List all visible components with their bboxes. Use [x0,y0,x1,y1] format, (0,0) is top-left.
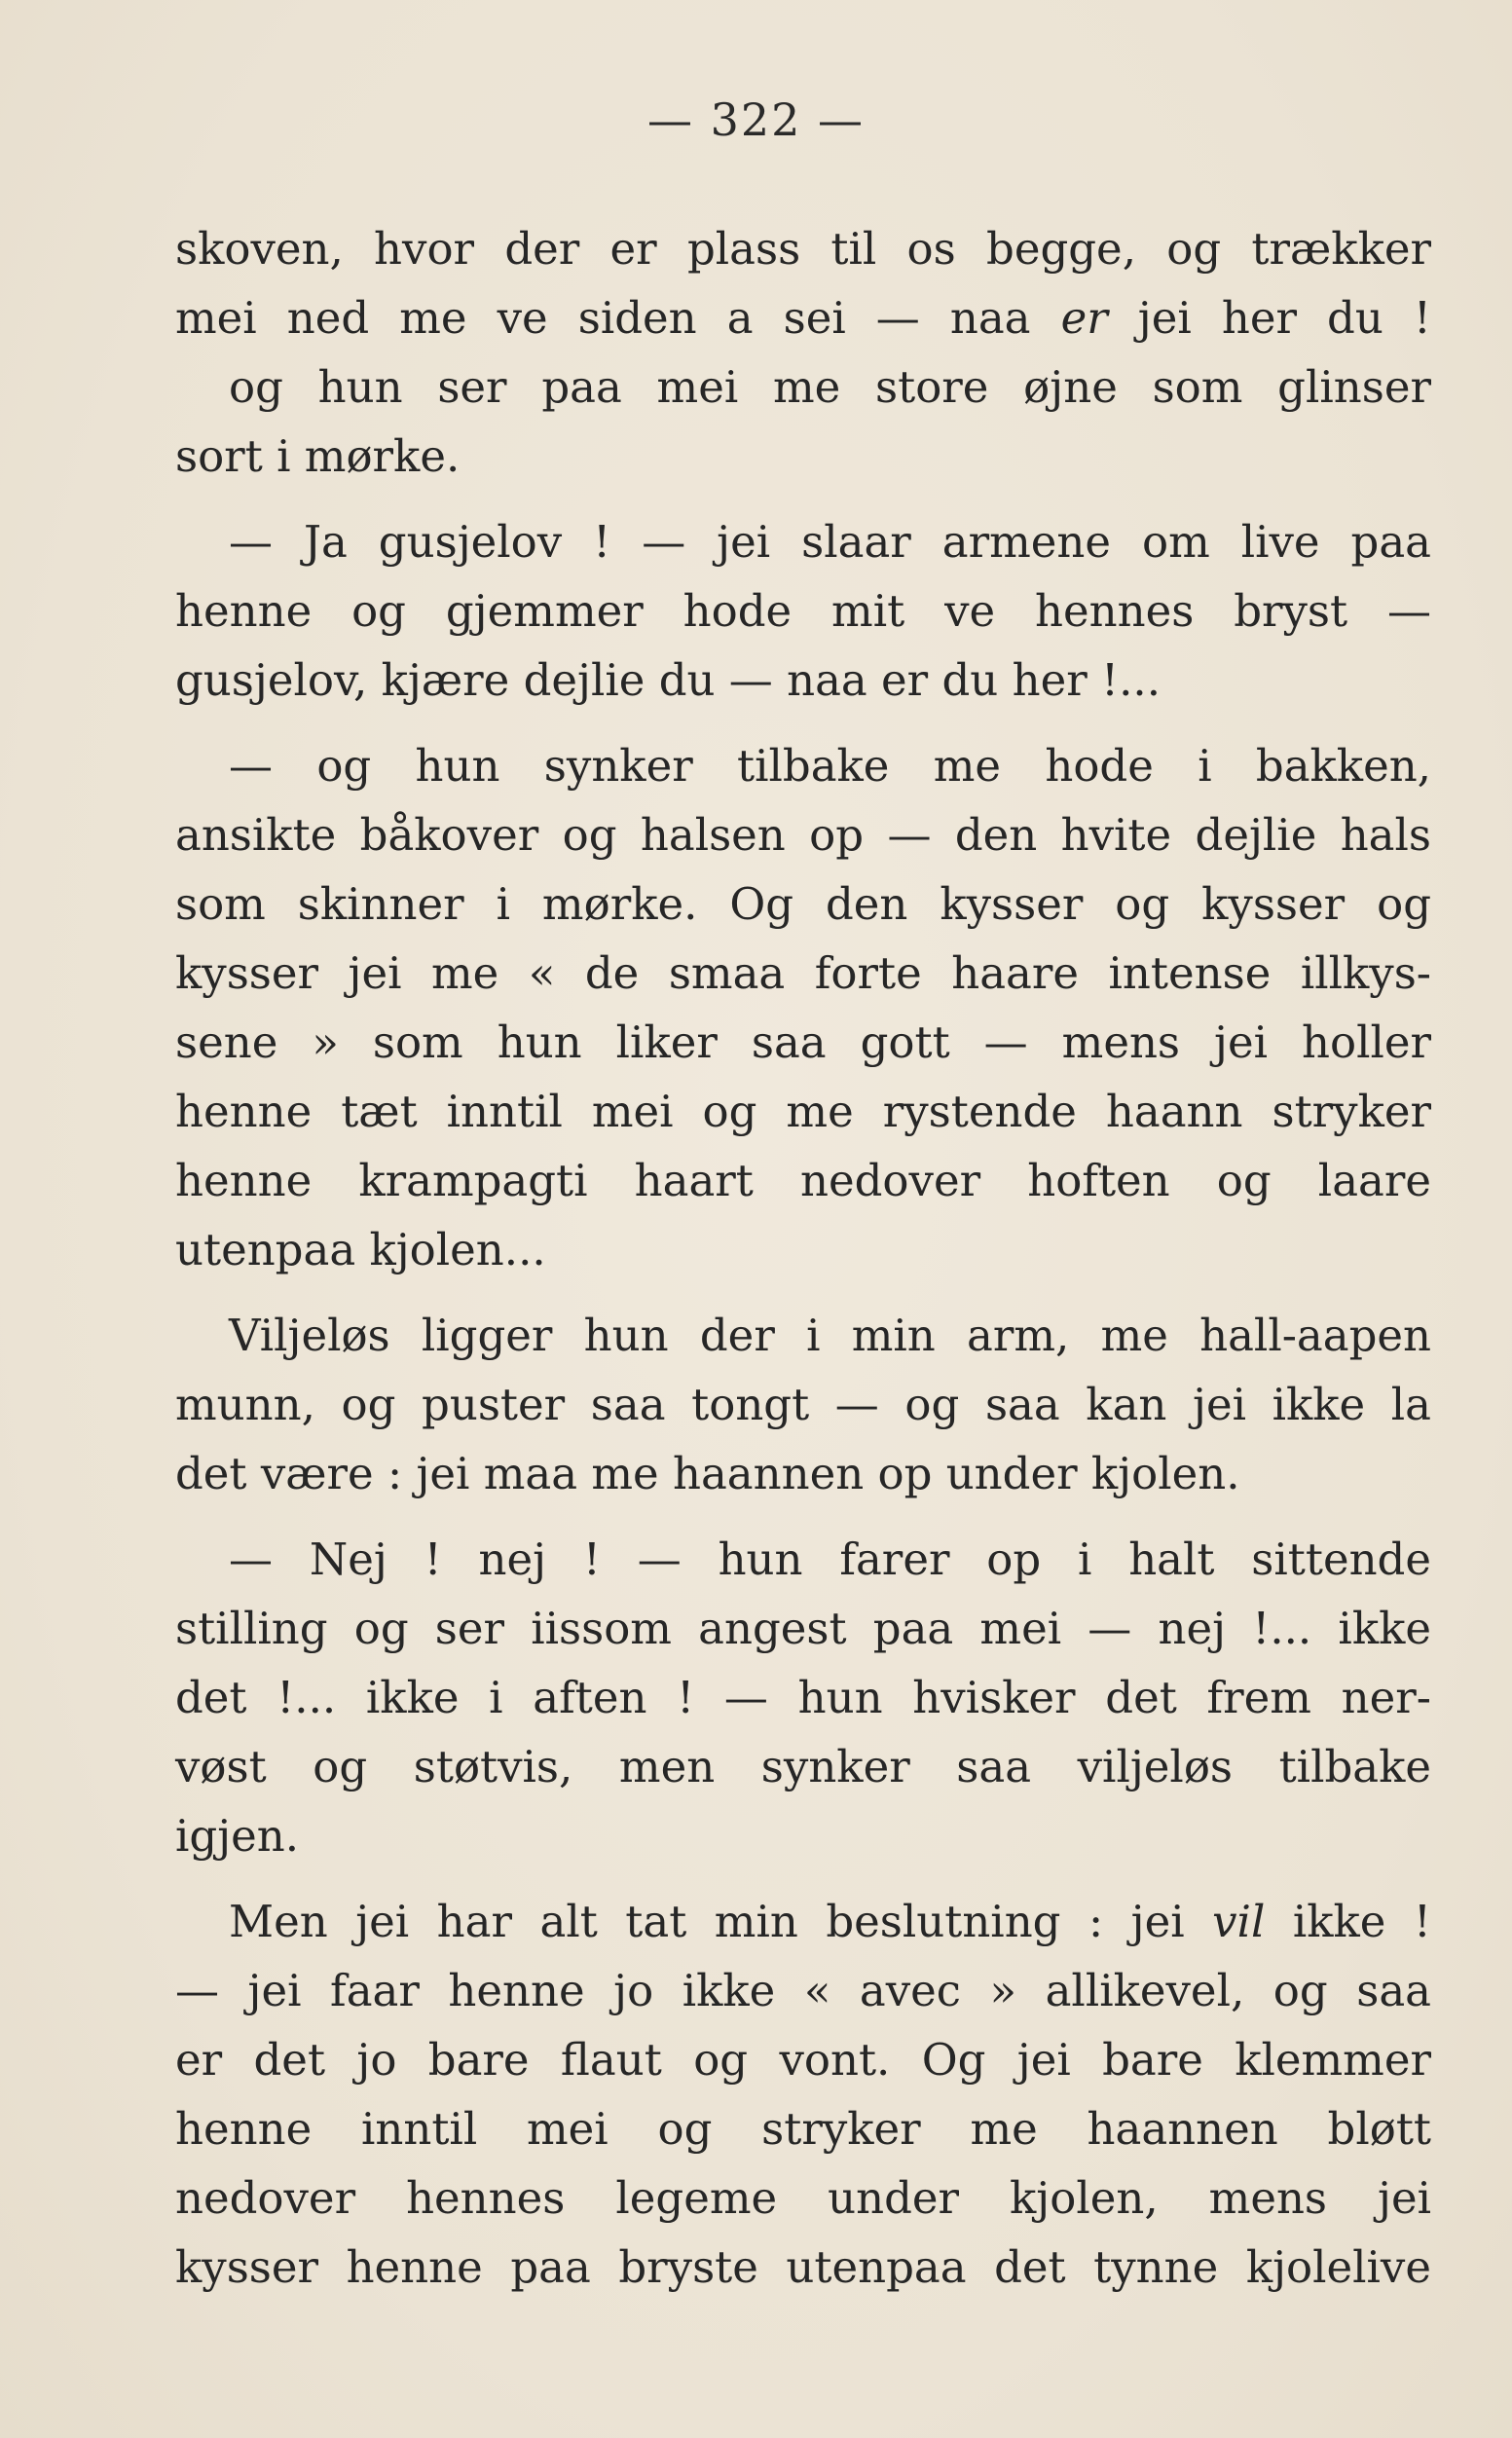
text-line: munn, og puster saa tongt — og saa kan jei ikke la [175,1379,1431,1430]
text-line: Viljeløs ligger hun der i min arm, me hall-aapen [229,1310,1431,1361]
text-line: ansikte båkover og halsen op — den hvite dejlie hals [175,809,1431,861]
text-line: nedover hennes legeme under kjolen, mens jei [175,2172,1431,2224]
page-number: — 322 — [646,93,866,146]
text-line: det !... ikke i aften ! — hun hvisker det frem ner- [175,1672,1431,1723]
text-line: er det jo bare flaut og vont. Og jei bare klemmer [175,2034,1431,2086]
paragraph [175,1301,1431,1508]
text-line: mei ned me ve siden a sei — naa er jei her du ! [175,292,1431,344]
text-line: det være : jei maa me haannen op under kjolen. [175,1448,1240,1499]
text-line: — jei faar henne jo ikke « avec » allikevel, og saa [175,1965,1431,2016]
text-line: vøst og støtvis, men synker saa viljeløs tilbake [175,1741,1431,1792]
paragraph [175,1887,1431,2302]
text-line: henne inntil mei og stryker me haannen bløtt [175,2103,1431,2155]
text-line: igjen. [175,1810,300,1862]
paragraph [175,731,1431,1284]
paragraph [175,507,1431,715]
text-line: Men jei har alt tat min beslutning : jei vil ikke ! [229,1896,1431,1947]
text-line: stilling og ser iissom angest paa mei — nej !... ikke [175,1603,1431,1654]
body-text [175,214,1431,2302]
text-line: kysser jei me « de smaa forte haare intense illkys- [175,947,1431,999]
text-line: — Nej ! nej ! — hun farer op i halt sittende [229,1533,1431,1585]
text-line: henne og gjemmer hode mit ve hennes bryst — [175,585,1431,637]
text-line: og hun ser paa mei me store øjne som glinser [229,361,1431,413]
text-line: — og hun synker tilbake me hode i bakken, [229,740,1431,792]
text-line: skoven, hvor der er plass til os begge, og trækker [175,223,1431,275]
text-line: henne tæt inntil mei og me rystende haann stryker [175,1086,1431,1137]
text-line: kysser henne paa bryste utenpaa det tynne kjolelive [175,2241,1431,2293]
paragraph [175,1525,1431,1870]
text-line: sort i mørke. [175,430,461,482]
text-line: utenpaa kjolen... [175,1224,546,1275]
text-line: henne krampagti haart nedover hoften og laare [175,1155,1431,1206]
text-line: som skinner i mørke. Og den kysser og kysser og [175,878,1431,930]
text-line: — Ja gusjelov ! — jei slaar armene om live paa [229,516,1431,568]
paragraph [175,214,1431,491]
text-line: sene » som hun liker saa gott — mens jei holler [175,1016,1431,1068]
text-line: gusjelov, kjære dejlie du — naa er du her !... [175,654,1162,706]
